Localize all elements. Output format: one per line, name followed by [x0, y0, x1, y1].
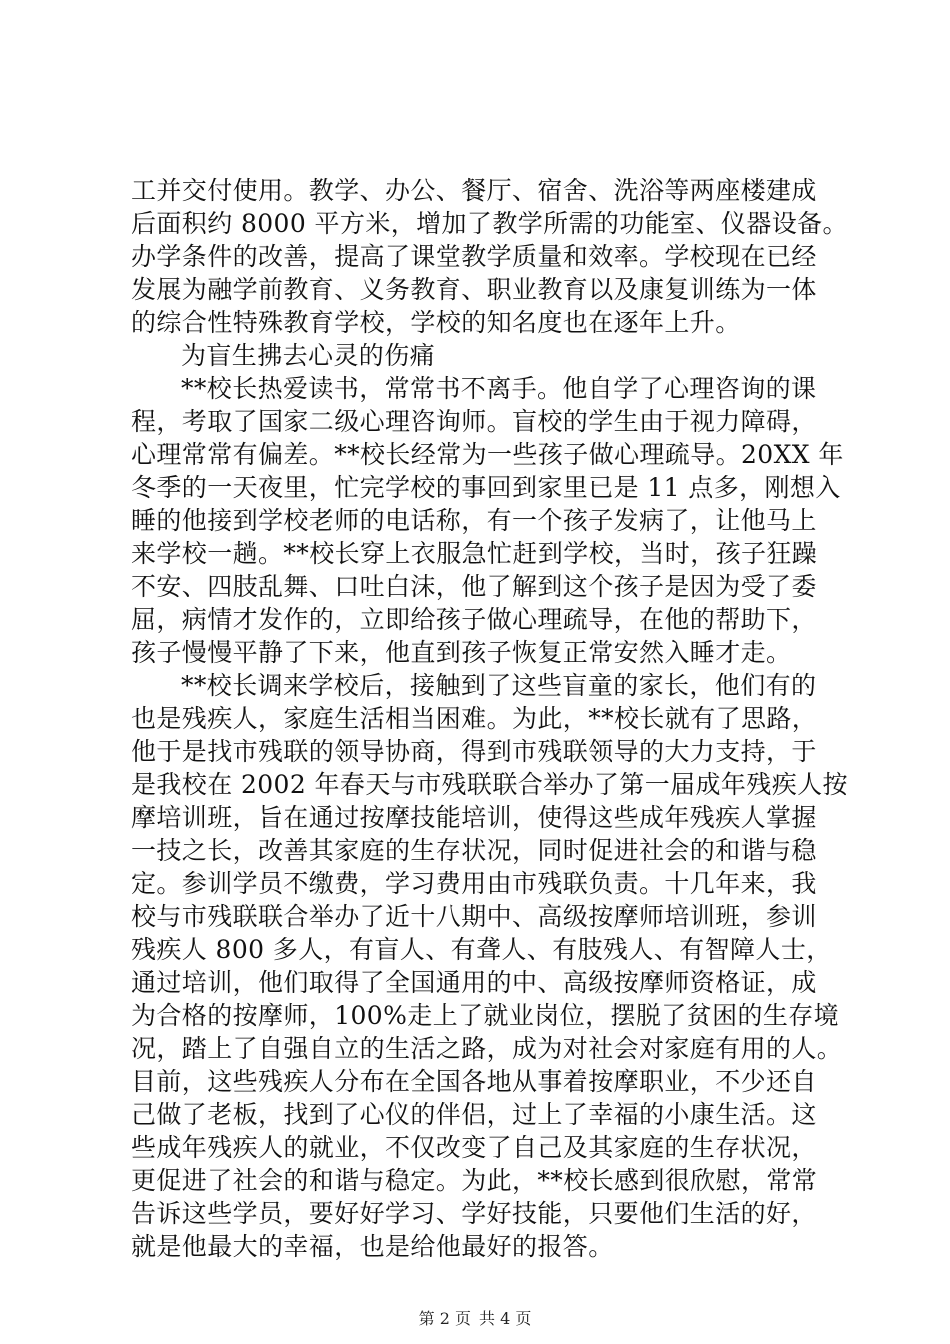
text-line: 工并交付使用。教学、办公、餐厅、宿舍、洗浴等两座楼建成	[131, 176, 817, 205]
page-number: 第 2 页	[418, 1309, 471, 1328]
text-line: 摩培训班，旨在通过按摩技能培训，使得这些成年残疾人掌握	[131, 803, 817, 832]
paragraph-start-line: **校长热爱读书，常常书不离手。他自学了心理咨询的课	[181, 374, 817, 403]
text-line: 办学条件的改善，提高了课堂教学质量和效率。学校现在已经	[131, 242, 817, 271]
text-line: 发展为融学前教育、义务教育、职业教育以及康复训练为一体	[131, 275, 817, 304]
text-line: 为合格的按摩师，100%走上了就业岗位，摆脱了贫困的生存境	[131, 1001, 840, 1030]
section-heading: 为盲生拂去心灵的伤痛	[181, 341, 436, 370]
text-line: 目前，这些残疾人分布在全国各地从事着按摩职业，不少还自	[131, 1067, 817, 1096]
text-line: 屈，病情才发作的，立即给孩子做心理疏导，在他的帮助下，	[131, 605, 817, 634]
page-footer	[0, 1306, 950, 1329]
document-body	[131, 174, 848, 1263]
text-line: 定。参训学员不缴费，学习费用由市残联负责。十几年来，我	[131, 869, 817, 898]
text-line: 后面积约 8000 平方米，增加了教学所需的功能室、仪器设备。	[131, 209, 848, 238]
text-line: 心理常常有偏差。**校长经常为一些孩子做心理疏导。20XX 年	[131, 440, 844, 469]
text-line: 的综合性特殊教育学校，学校的知名度也在逐年上升。	[131, 308, 741, 337]
text-line: 校与市残联联合举办了近十八期中、高级按摩师培训班，参训	[131, 902, 817, 931]
text-line: 程，考取了国家二级心理咨询师。盲校的学生由于视力障碍，	[131, 407, 817, 436]
text-line: 不安、四肢乱舞、口吐白沫，他了解到这个孩子是因为受了委	[131, 572, 817, 601]
text-line: 是我校在 2002 年春天与市残联联合举办了第一届成年残疾人按	[131, 770, 848, 799]
text-line: 就是他最大的幸福，也是给他最好的报答。	[131, 1232, 614, 1261]
paragraph-start-line: **校长调来学校后，接触到了这些盲童的家长，他们有的	[181, 671, 817, 700]
text-line: 残疾人 800 多人，有盲人、有聋人、有肢残人、有智障人士，	[131, 935, 832, 964]
text-line: 更促进了社会的和谐与稳定。为此，**校长感到很欣慰，常常	[131, 1166, 818, 1195]
text-line: 冬季的一天夜里，忙完学校的事回到家里已是 11 点多，刚想入	[131, 473, 841, 502]
text-line: 睡的他接到学校老师的电话称，有一个孩子发病了，让他马上	[131, 506, 817, 535]
text-line: 况，踏上了自强自立的生活之路，成为对社会对家庭有用的人。	[131, 1034, 843, 1063]
page-total: 共 4 页	[479, 1309, 532, 1328]
text-line: 孩子慢慢平静了下来，他直到孩子恢复正常安然入睡才走。	[131, 638, 792, 667]
text-line: 来学校一趟。**校长穿上衣服急忙赶到学校，当时，孩子狂躁	[131, 539, 818, 568]
text-line: 己做了老板，找到了心仪的伴侣，过上了幸福的小康生活。这	[131, 1100, 817, 1129]
text-line: 告诉这些学员，要好好学习、学好技能，只要他们生活的好，	[131, 1199, 817, 1228]
text-line: 也是残疾人，家庭生活相当困难。为此，**校长就有了思路，	[131, 704, 818, 733]
text-line: 一技之长，改善其家庭的生存状况，同时促进社会的和谐与稳	[131, 836, 817, 865]
text-line: 他于是找市残联的领导协商，得到市残联领导的大力支持，于	[131, 737, 817, 766]
text-line: 通过培训，他们取得了全国通用的中、高级按摩师资格证，成	[131, 968, 817, 997]
text-line: 些成年残疾人的就业，不仅改变了自己及其家庭的生存状况，	[131, 1133, 817, 1162]
